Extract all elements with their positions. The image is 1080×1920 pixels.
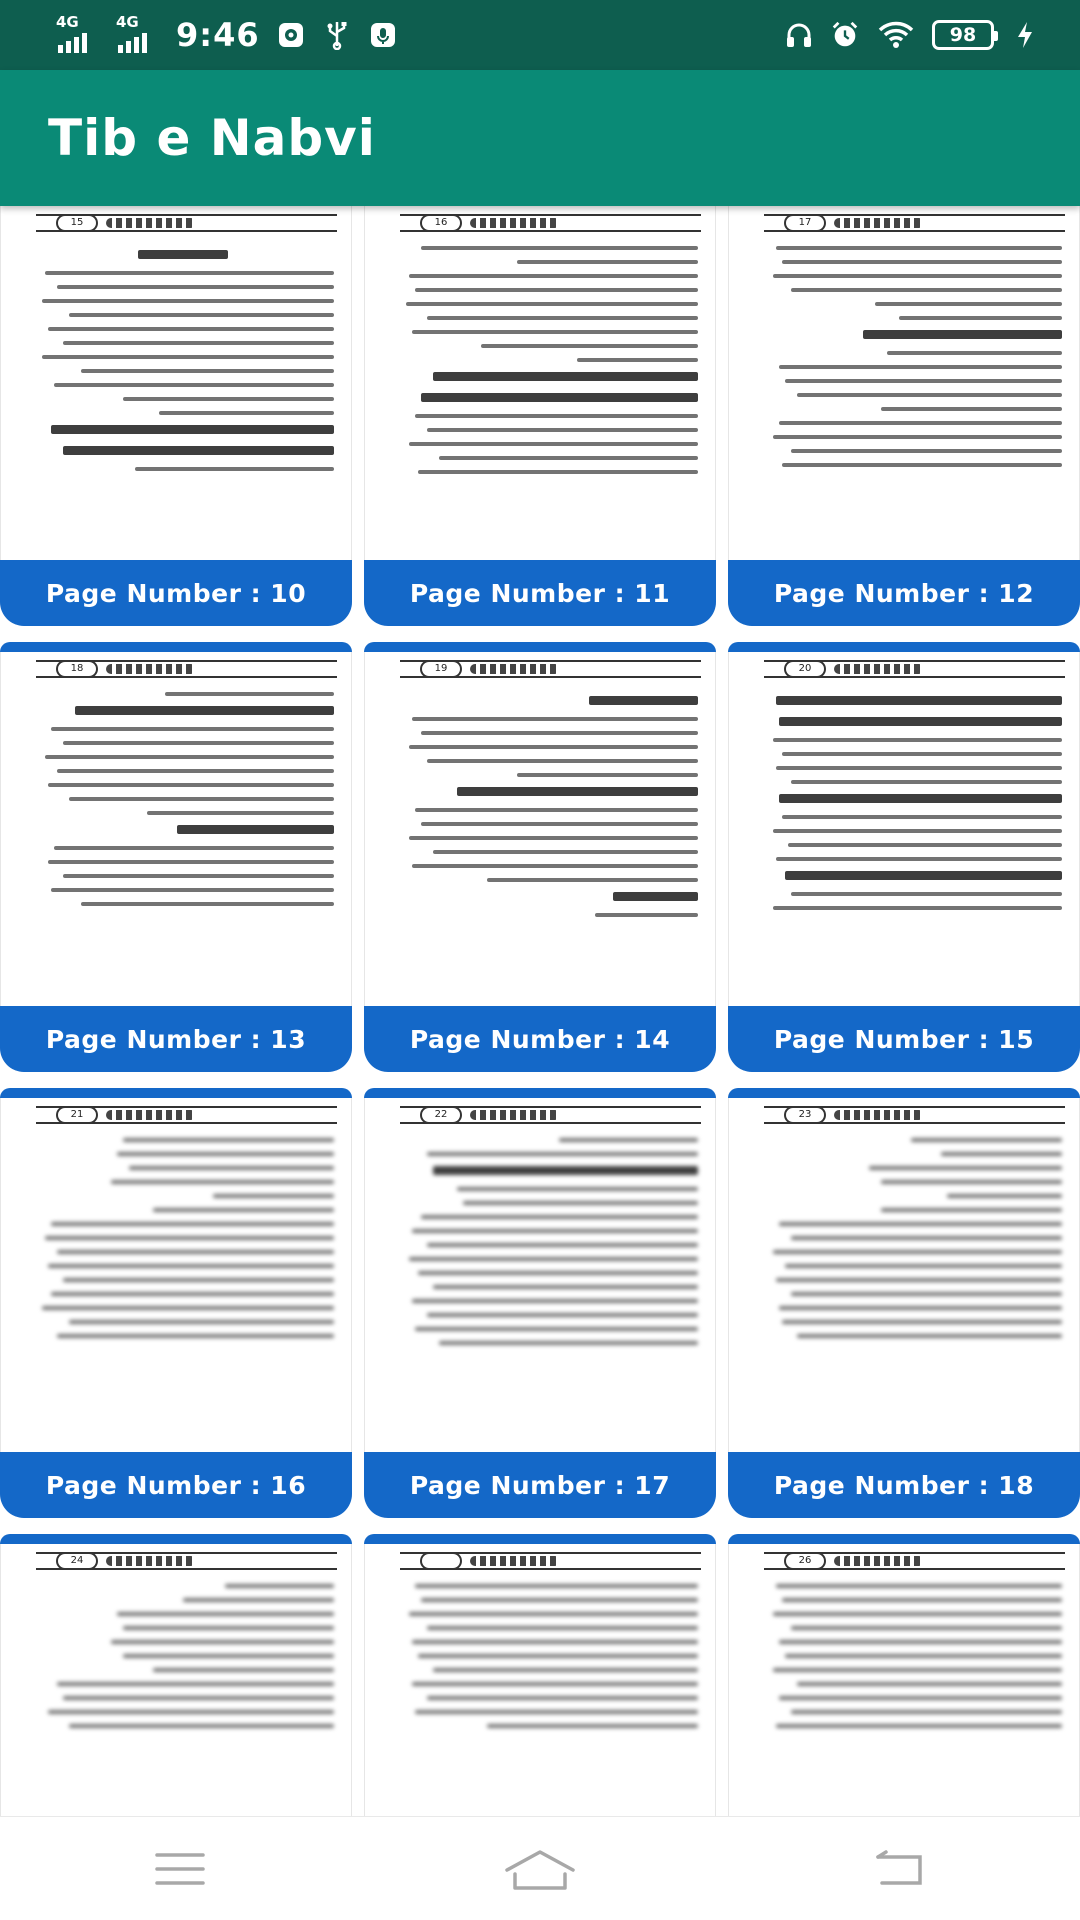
printed-page-number: 22 — [420, 1106, 462, 1124]
page-card[interactable] — [728, 206, 1080, 626]
printed-page-number: 18 — [56, 660, 98, 678]
printed-page-number: 26 — [784, 1552, 826, 1570]
printed-page-number: 15 — [56, 214, 98, 232]
page-header-ornament — [36, 1552, 337, 1570]
page-text-lines — [33, 692, 334, 1006]
charging-icon — [1010, 20, 1040, 50]
page-number-label[interactable]: Page Number : 18 — [728, 1452, 1080, 1518]
network-type-label: 4G — [56, 13, 79, 31]
printed-page-number: 19 — [420, 660, 462, 678]
page-card[interactable] — [0, 652, 352, 1072]
page-header-ornament — [400, 660, 701, 678]
page-card[interactable] — [364, 206, 716, 626]
signal-icon — [56, 15, 100, 55]
page-text-lines — [761, 692, 1062, 1006]
page-number-label[interactable]: Page Number : 14 — [364, 1006, 716, 1072]
page-header-ornament — [764, 214, 1065, 232]
page-thumbnail[interactable] — [364, 1544, 716, 1816]
page-header-ornament — [36, 1106, 337, 1124]
page-thumbnail[interactable] — [0, 206, 352, 566]
page-header-ornament — [400, 214, 701, 232]
page-card[interactable] — [364, 652, 716, 1072]
page-text-lines — [33, 246, 334, 560]
wifi-icon — [876, 20, 916, 50]
page-thumbnail[interactable] — [728, 1098, 1080, 1458]
back-button[interactable] — [840, 1829, 960, 1909]
alarm-icon — [830, 20, 860, 50]
menu-icon — [153, 1849, 207, 1889]
page-thumbnail[interactable] — [364, 206, 716, 566]
page-thumbnail[interactable] — [728, 206, 1080, 566]
page-text-lines — [397, 1584, 698, 1816]
voice-recorder-icon — [368, 20, 398, 50]
page-text-lines — [33, 1584, 334, 1816]
page-card[interactable] — [728, 652, 1080, 1072]
settings-icon — [276, 20, 306, 50]
page-number-label[interactable]: Page Number : 11 — [364, 560, 716, 626]
page-grid[interactable] — [0, 206, 1080, 1816]
page-card[interactable] — [0, 206, 352, 626]
page-text-lines — [761, 246, 1062, 560]
page-thumbnail[interactable] — [0, 1098, 352, 1458]
printed-page-number: 23 — [784, 1106, 826, 1124]
usb-icon — [322, 20, 352, 50]
page-text-lines — [397, 1138, 698, 1452]
headphones-icon — [784, 20, 814, 50]
page-number-label[interactable]: Page Number : 16 — [0, 1452, 352, 1518]
signal-icon — [116, 15, 160, 55]
status-bar-left — [56, 15, 398, 55]
printed-page-number: 17 — [784, 214, 826, 232]
printed-page-number: 24 — [56, 1552, 98, 1570]
page-card[interactable] — [728, 1544, 1080, 1816]
battery-indicator: 98 — [932, 20, 994, 50]
page-header-ornament — [764, 1106, 1065, 1124]
page-number-label[interactable]: Page Number : 15 — [728, 1006, 1080, 1072]
page-thumbnail[interactable] — [0, 652, 352, 1012]
page-card[interactable] — [728, 1098, 1080, 1518]
home-button[interactable] — [480, 1829, 600, 1909]
page-number-label[interactable]: Page Number : 17 — [364, 1452, 716, 1518]
network-type-label: 4G — [116, 13, 139, 31]
page-text-lines — [761, 1584, 1062, 1816]
page-thumbnail[interactable] — [728, 652, 1080, 1012]
page-card[interactable] — [364, 1098, 716, 1518]
printed-page-number: 16 — [420, 214, 462, 232]
app-title: Tib e Nabvi — [48, 109, 376, 167]
page-text-lines — [397, 692, 698, 1006]
page-number-label[interactable]: Page Number : 13 — [0, 1006, 352, 1072]
page-card[interactable] — [0, 1544, 352, 1816]
app-bar — [0, 70, 1080, 206]
menu-button[interactable] — [120, 1829, 240, 1909]
page-thumbnail[interactable] — [0, 1544, 352, 1816]
home-icon — [503, 1846, 577, 1892]
system-navigation-bar — [0, 1816, 1080, 1920]
page-number-label[interactable]: Page Number : 12 — [728, 560, 1080, 626]
back-icon — [872, 1849, 928, 1889]
status-bar — [0, 0, 1080, 70]
page-thumbnail[interactable] — [364, 652, 716, 1012]
page-header-ornament — [36, 660, 337, 678]
page-header-ornament — [764, 660, 1065, 678]
page-header-ornament — [400, 1552, 701, 1570]
page-header-ornament — [400, 1106, 701, 1124]
page-card[interactable] — [364, 1544, 716, 1816]
printed-page-number — [420, 1552, 462, 1570]
page-card[interactable] — [0, 1098, 352, 1518]
page-thumbnail[interactable] — [728, 1544, 1080, 1816]
page-thumbnail[interactable] — [364, 1098, 716, 1458]
page-text-lines — [761, 1138, 1062, 1452]
printed-page-number: 20 — [784, 660, 826, 678]
page-header-ornament — [764, 1552, 1065, 1570]
page-header-ornament — [36, 214, 337, 232]
page-text-lines — [397, 246, 698, 560]
page-text-lines — [33, 1138, 334, 1452]
status-time: 9:46 — [176, 16, 260, 54]
printed-page-number: 21 — [56, 1106, 98, 1124]
page-number-label[interactable]: Page Number : 10 — [0, 560, 352, 626]
status-bar-right — [784, 20, 1040, 50]
